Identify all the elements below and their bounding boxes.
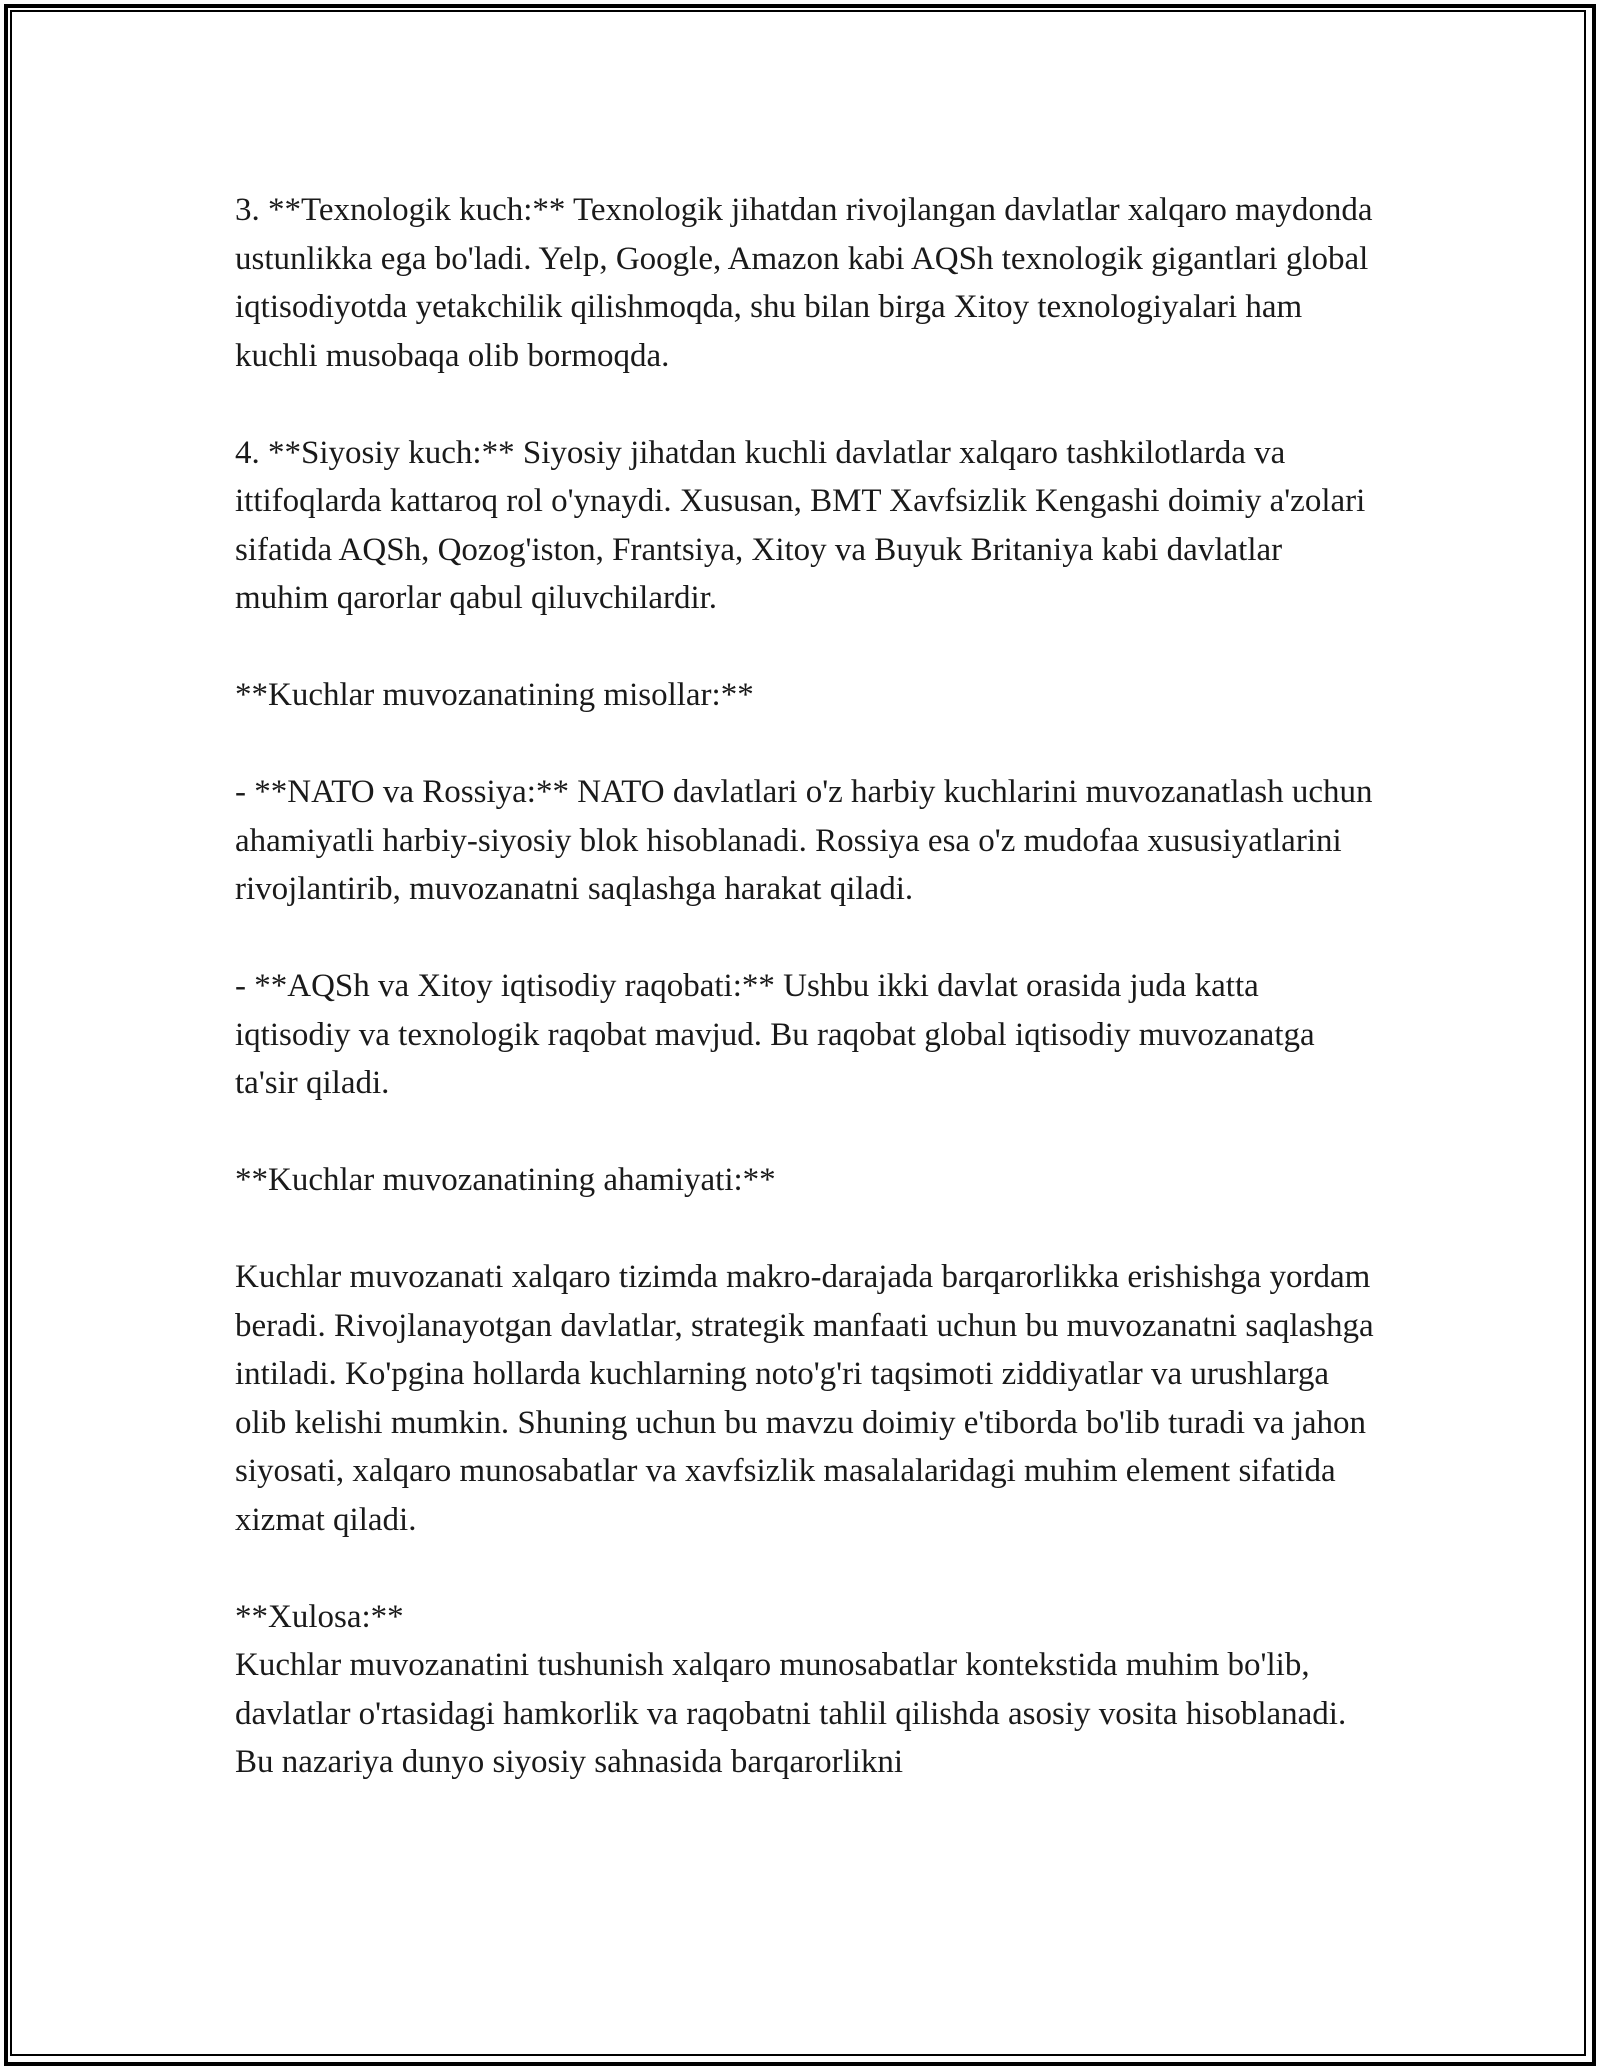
heading-balance-importance: **Kuchlar muvozanatining ahamiyati:** bbox=[235, 1162, 776, 1198]
paragraph-technological-power: 3. **Texnologik kuch:** Texnologik jihatdan rivojlangan davlatlar xalqaro maydonda ustunlikka ega bo'ladi. Yelp, Google, Amazon kabi AQSh texnologik gigantlari global iqtisodiyotda yetakchilik qilishmoqda, shu bilan birga Xitoy texnologiyalari ham kuchli musobaqa olib bormoqda. bbox=[235, 192, 1373, 374]
paragraph-balance-importance: Kuchlar muvozanati xalqaro tizimda makro-darajada barqarorlikka erishishga yordam beradi. Rivojlanayotgan davlatlar, strategik manfaati uchun bu muvozanatni saqlashga intiladi. Ko'pgina hollarda kuchlarning noto'g'ri taqsimoti ziddiyatlar va urushlarga olib kelishi mumkin. Shuning uchun bu mavzu doimiy e'tiborda bo'lib turadi va jahon siyosati, xalqaro munosabatlar va xavfsizlik masalalaridagi muhim element sifatida xizmat qiladi. bbox=[235, 1259, 1374, 1538]
heading-balance-examples: **Kuchlar muvozanatining misollar:** bbox=[235, 677, 754, 713]
heading-conclusion: **Xulosa:** bbox=[235, 1598, 404, 1635]
list-item-usa-china: - **AQSh va Xitoy iqtisodiy raqobati:** Ushbu ikki davlat orasida juda katta iqtisodiy va texnologik raqobat mavjud. Bu raqobat global iqtisodiy muvozanatga ta'sir qiladi. bbox=[235, 968, 1315, 1101]
list-item-nato-russia: - **NATO va Rossiya:** NATO davlatlari o'z harbiy kuchlarini muvozanatlash uchun ahamiyatli harbiy-siyosiy blok hisoblanadi. Rossiya esa o'z mudofaa xususiyatlarini rivojlantirib, muvozanatni saqlashga harakat qiladi. bbox=[235, 774, 1373, 907]
paragraph-political-power: 4. **Siyosiy kuch:** Siyosiy jihatdan kuchli davlatlar xalqaro tashkilotlarda va ittifoqlarda kattaroq rol o'ynaydi. Xususan, BMT Xavfsizlik Kengashi doimiy a'zolari sifatida AQSh, Qozog'iston, Frantsiya, Xitoy va Buyuk Britaniya kabi davlatlar muhim qarorlar qabul qiluvchilardir. bbox=[235, 434, 1366, 616]
paragraph-conclusion: Kuchlar muvozanatini tushunish xalqaro munosabatlar kontekstida muhim bo'lib, davlatlar o'rtasidagi hamkorlik va raqobatni tahlil qilishda asosiy vosita hisoblanadi. Bu nazariya dunyo siyosiy sahnasida barqarorlikni bbox=[235, 1647, 1347, 1780]
document-body bbox=[235, 186, 1375, 1787]
